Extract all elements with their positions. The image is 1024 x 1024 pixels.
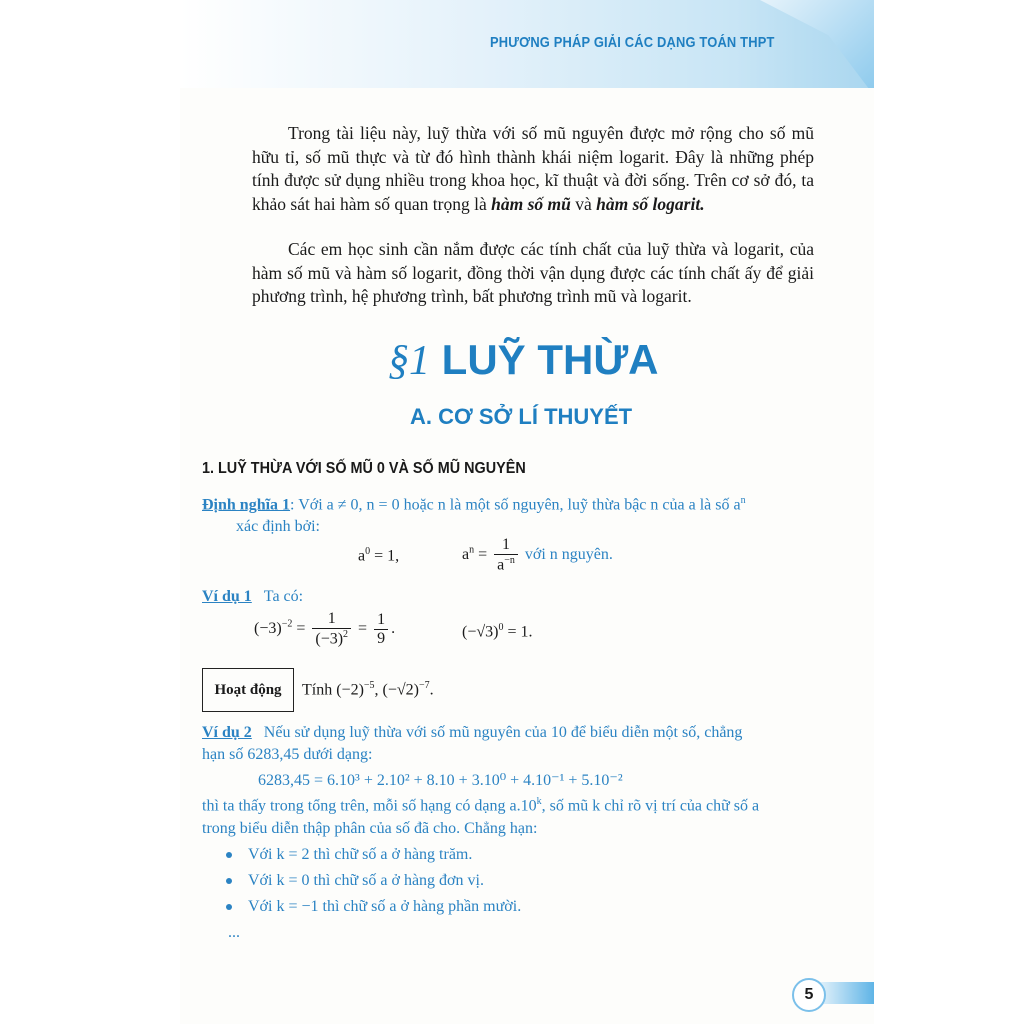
list-item: Với k = 0 thì chữ số a ở hàng đơn vị. <box>226 872 484 890</box>
example2-line-4: trong biểu diễn thập phân của số đã cho. Chẳng hạn: <box>202 820 538 837</box>
section-title: §1 LUỸ THỪA <box>388 336 659 384</box>
example2-formula: 6283,45 = 6.10³ + 2.10² + 8.10 + 3.10⁰ + 4.10⁻¹ + 5.10⁻² <box>258 772 623 789</box>
definition-formula-1: $a^0 = 1$, <box>358 546 400 565</box>
definition-line-1: Định nghĩa 1: Với a ≠ 0, n = 0 hoặc n là một số nguyên, luỹ thừa bậc n của a là số $a^n$ <box>202 495 746 514</box>
intro-paragraph-1: Trong tài liệu này, luỹ thừa với số mũ nguyên được mở rộng cho số mũ hữu tỉ, số mũ thực và từ đó hình thành khái niệm logarit. Đây là những phép tính được sử dụng nhiều trong khoa học, kĩ thuật và đời sống. Trên cơ sở đó, ta khảo sát hai hàm số quan trọng là hàm số mũ và hàm số logarit. <box>252 123 814 214</box>
example2-line-3: thì ta thấy trong tổng trên, mỗi số hạng có dạng a.10$^k$, số mũ k chỉ rõ vị trí của chữ số a <box>202 796 760 815</box>
bullet-icon <box>226 878 232 884</box>
bullet-icon <box>226 904 232 910</box>
definition-label: Định nghĩa 1 <box>202 496 291 514</box>
page-number: 5 <box>792 978 826 1012</box>
list-item: Với k = 2 thì chữ số a ở hàng trăm. <box>226 846 472 864</box>
example1-formula-2: $(-√3)^0 = 1$. <box>462 622 533 641</box>
bullet-icon <box>226 852 232 858</box>
example1-line: Ví dụ 1 Ta có: <box>202 588 304 605</box>
definition-line-2: xác định bởi: <box>236 518 320 535</box>
example2-label: Ví dụ 2 <box>202 724 252 741</box>
heading-1: 1. LUỸ THỪA VỚI SỐ MŨ 0 VÀ SỐ MŨ NGUYÊN <box>202 460 526 477</box>
subsection-title: A. CƠ SỞ LÍ THUYẾT <box>410 404 633 429</box>
header-title: PHƯƠNG PHÁP GIẢI CÁC DẠNG TOÁN THPT <box>490 34 775 51</box>
activity-text: Tính $(-2)^{-5}$, $(-√2)^{-7}$. <box>302 680 434 699</box>
example1-formula-1: $(-3)^{-2}$ = $\frac{1}{(-3)^2}$ = $\frac{1}{9}$ . <box>254 610 396 648</box>
list-item: Với k = −1 thì chữ số a ở hàng phần mười. <box>226 898 521 916</box>
example2-line-2: hạn số 6283,45 dưới dạng: <box>202 746 373 763</box>
ellipsis: ... <box>228 924 240 941</box>
activity-box: Hoạt động <box>202 668 294 712</box>
intro-paragraph-2: Các em học sinh cần nắm được các tính chất của luỹ thừa và logarit, của hàm số mũ và hàm số logarit, đồng thời vận dụng được các tính chất ấy để giải phương trình, hệ phương trình, bất phương trình mũ và logarit. <box>252 239 814 306</box>
example1-label: Ví dụ 1 <box>202 588 252 605</box>
definition-formula-2: $a^n$ = $\frac{1}{a^{-n}}$ với n nguyên. <box>462 536 613 574</box>
example2-line-1: Ví dụ 2 Nếu sử dụng luỹ thừa với số mũ nguyên của 10 để biểu diễn một số, chẳng <box>202 724 743 741</box>
